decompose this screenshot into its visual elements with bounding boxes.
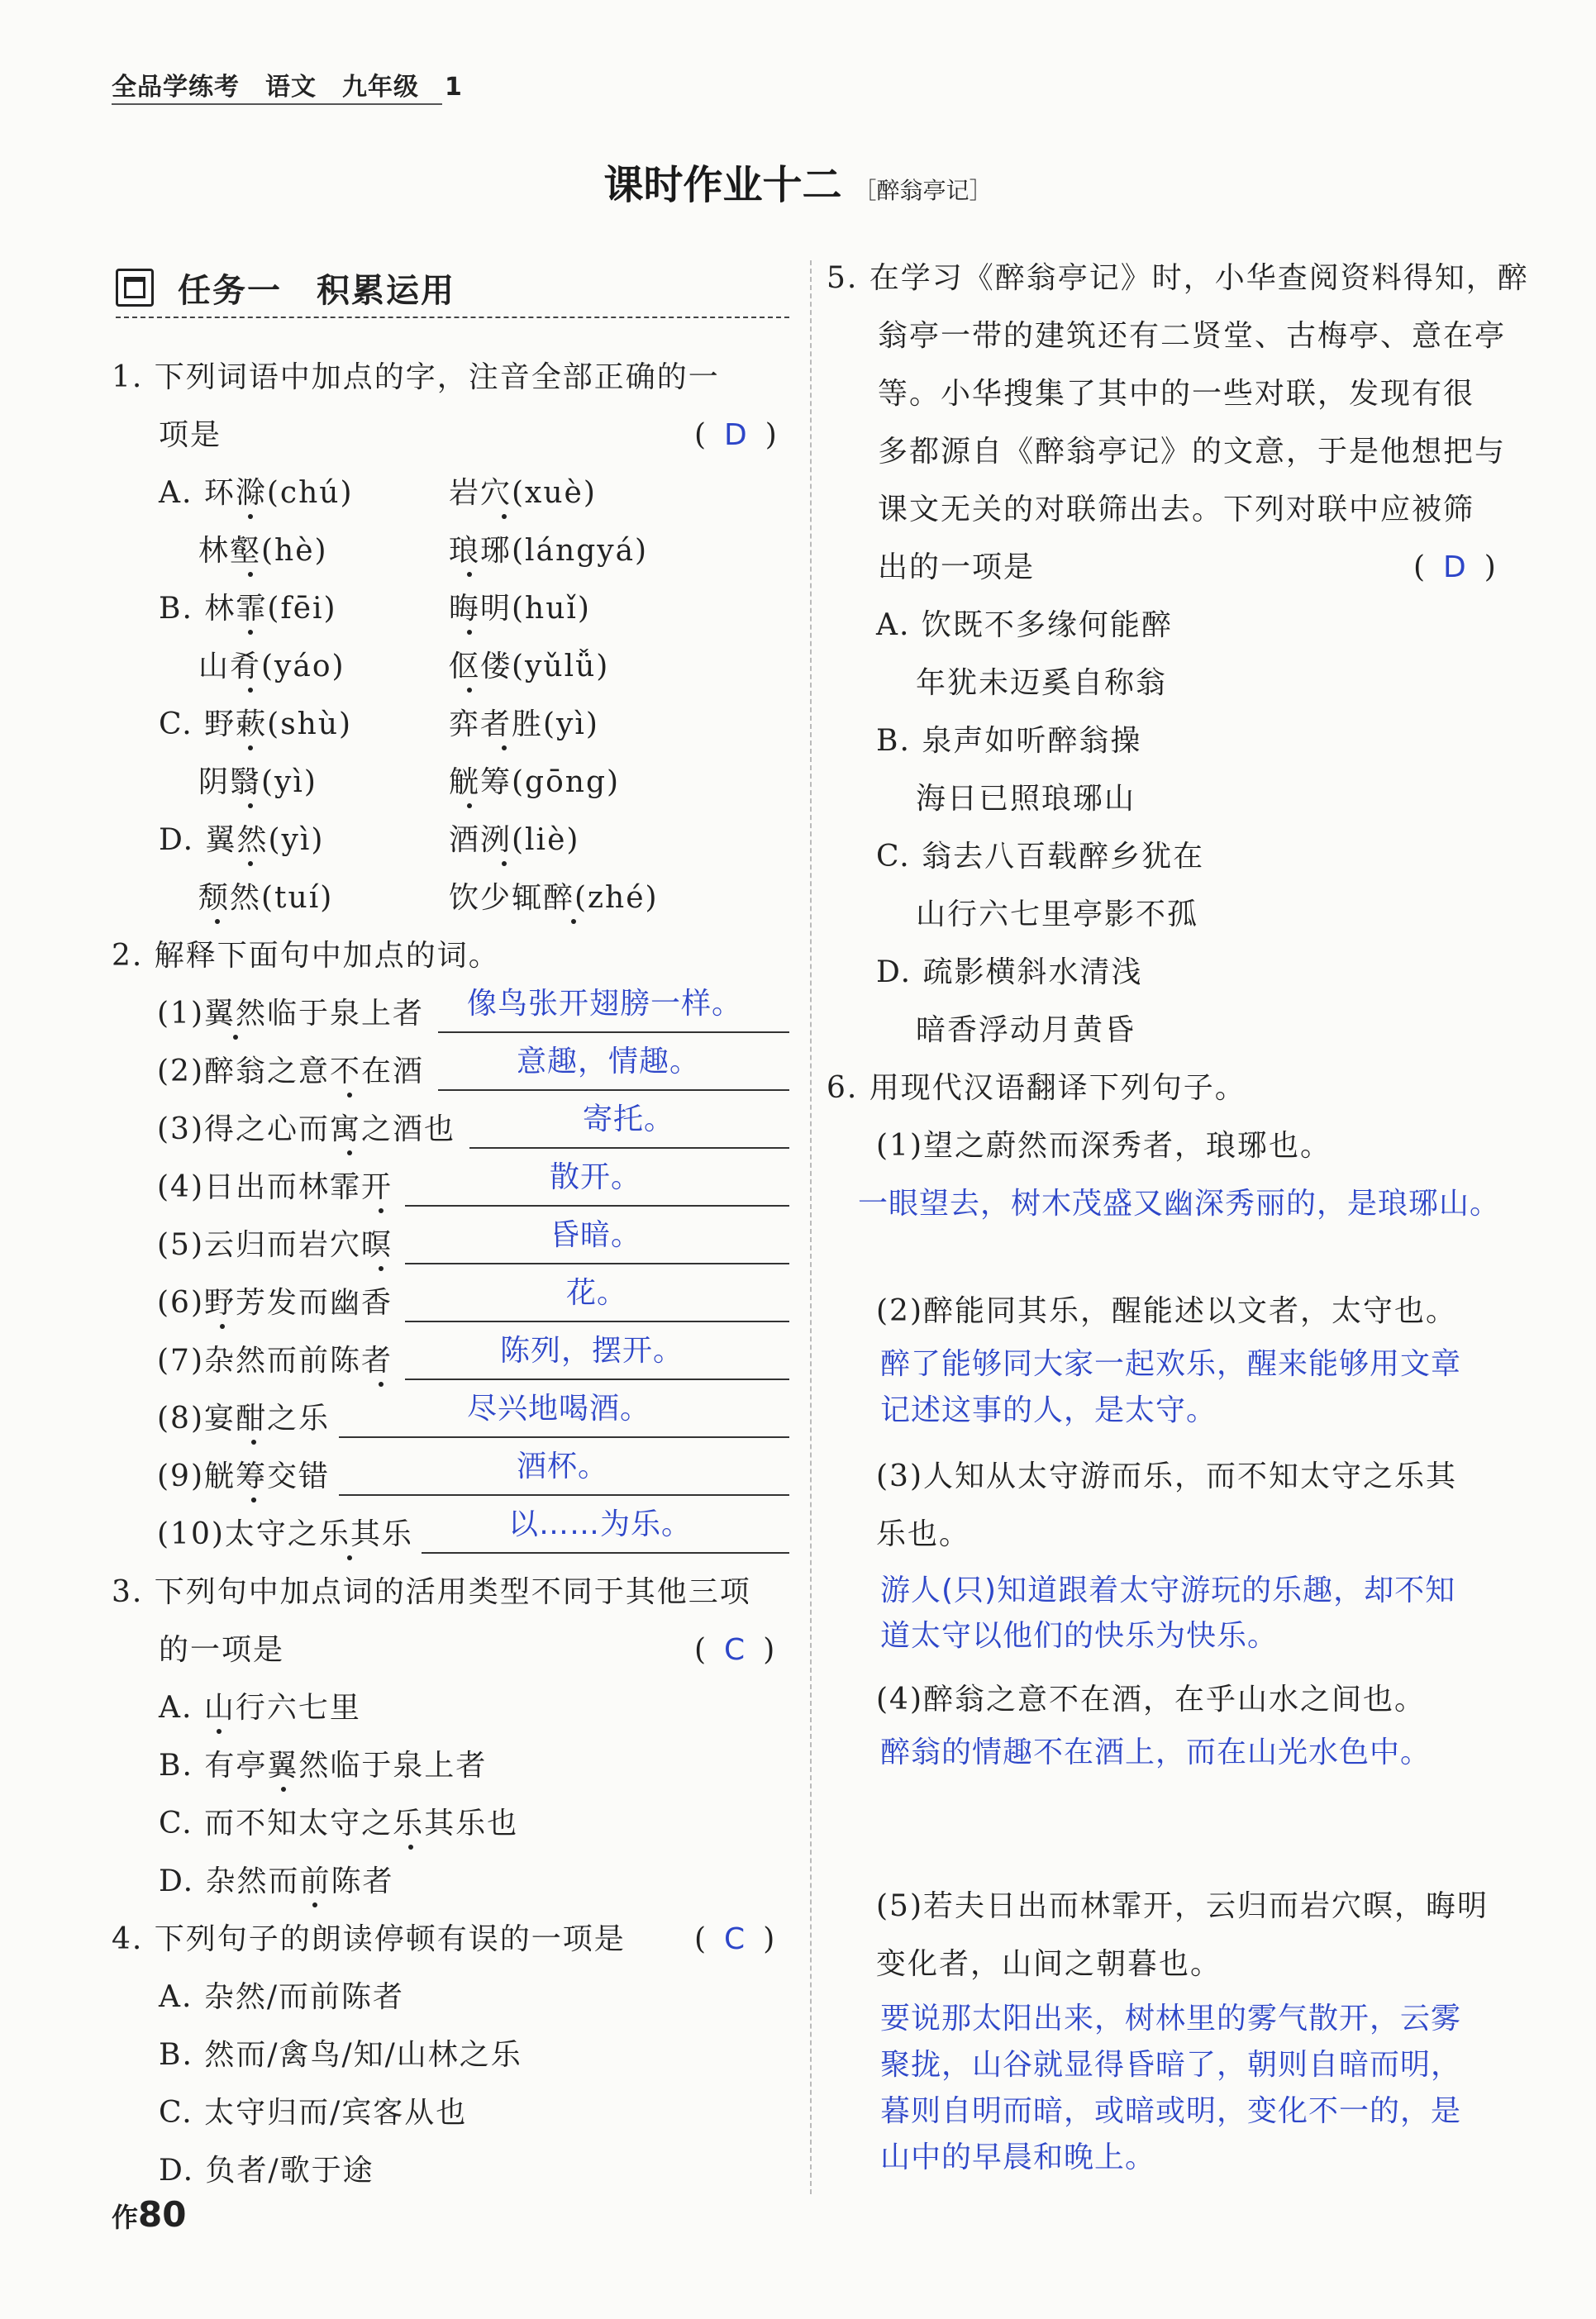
q5-stem: 出的一项是	[878, 550, 1036, 584]
q2-answer: 陈列，摆开。	[500, 1334, 684, 1368]
emphasis-dot	[251, 1498, 256, 1502]
q2-answer: 花。	[566, 1276, 628, 1310]
q4-option: B. 然而/禽鸟/知/山林之乐	[159, 2038, 522, 2072]
q1-option: 酒洌(liè)	[449, 823, 580, 857]
emphasis-dot	[248, 861, 253, 866]
emphasis-dot	[467, 803, 472, 808]
q1-option: 弈者胜(yì)	[449, 707, 599, 741]
q5-option: D. 疏影横斜水清浅	[876, 955, 1143, 989]
q6-question: (2)醉能同其乐，醒能述以文者，太守也。	[876, 1294, 1457, 1328]
q6-answer: 聚拢，山谷就显得昏暗了，朝则自暗而明，	[880, 2048, 1462, 2082]
answer-line	[405, 1321, 789, 1322]
q6-answer: 醉翁的情趣不在酒上，而在山光水色中。	[880, 1736, 1432, 1769]
q6-answer: 暮则自明而暗，或暗或明，变化不一的，是	[880, 2094, 1462, 2128]
emphasis-dot	[217, 1729, 222, 1734]
answer-line	[339, 1436, 789, 1438]
emphasis-dot	[347, 1555, 352, 1560]
q1-answer: ( D )	[694, 418, 777, 452]
q2-answer: 意趣，情趣。	[517, 1045, 701, 1079]
q2-stem: 2. 解释下面句中加点的词。	[112, 939, 500, 973]
emphasis-dot	[467, 688, 472, 693]
emphasis-dot	[502, 745, 507, 750]
emphasis-dot	[379, 1382, 384, 1387]
q2-answer: 以……为乐。	[508, 1507, 693, 1541]
q3-option: B. 有亭翼然临于泉上者	[159, 1749, 488, 1783]
q6-answer: 要说那太阳出来，树林里的雾气散开，云雾	[880, 2002, 1462, 2036]
q6-stem: 6. 用现代汉语翻译下列句子。	[827, 1071, 1246, 1105]
emphasis-dot	[215, 919, 220, 924]
q2-item: (5)云归而岩穴暝	[157, 1228, 393, 1262]
q6-question: (5)若夫日出而林霏开，云归而岩穴暝，晦明	[876, 1889, 1489, 1923]
q3-option: C. 而不知太守之乐其乐也	[159, 1807, 519, 1840]
q2-item: (1)翼然临于泉上者	[157, 997, 424, 1031]
emphasis-dot	[281, 1787, 286, 1792]
q4-option: D. 负者/歌于途	[159, 2154, 374, 2188]
q5-option: 山行六七里亭影不孤	[916, 898, 1199, 931]
q5-option: 年犹未迈奚自称翁	[916, 666, 1168, 700]
q6-question: (3)人知从太守游而乐，而不知太守之乐其	[876, 1459, 1457, 1493]
page-title	[0, 153, 1596, 210]
page-footer	[112, 2194, 186, 2235]
q2-item: (9)觥筹交错	[157, 1459, 330, 1493]
emphasis-dot	[248, 514, 253, 519]
emphasis-dot	[233, 1035, 238, 1040]
emphasis-dot	[248, 803, 253, 808]
answer-line	[405, 1263, 789, 1264]
q5-stem: 5. 在学习《醉翁亭记》时，小华查阅资料得知，醉	[827, 261, 1529, 295]
q1-option: 琅琊(lángyá)	[449, 534, 649, 568]
emphasis-dot	[248, 688, 253, 693]
q2-item: (6)野芳发而幽香	[157, 1286, 393, 1320]
q2-item: (2)醉翁之意不在酒	[157, 1055, 424, 1088]
q2-answer: 散开。	[550, 1160, 642, 1194]
emphasis-dot	[347, 1150, 352, 1155]
q1-option: 岩穴(xuè)	[449, 476, 597, 510]
q1-option: C. 野蔌(shù)	[159, 707, 353, 741]
q3-stem-line1: 3. 下列句中加点词的活用类型不同于其他三项	[112, 1575, 751, 1609]
q4-option: A. 杂然/而前陈者	[159, 1980, 405, 2014]
q6-question: (1)望之蔚然而深秀者，琅琊也。	[876, 1129, 1332, 1163]
q4-answer: ( C )	[694, 1922, 775, 1956]
q1-option: 饮少辄醉(zhé)	[449, 881, 659, 915]
answer-line	[422, 1552, 789, 1554]
q5-answer: ( D )	[1413, 550, 1496, 584]
emphasis-dot	[408, 1845, 413, 1850]
q6-answer: 一眼望去，树木茂盛又幽深秀丽的，是琅琊山。	[858, 1187, 1501, 1221]
q6-answer: 道太守以他们的快乐为快乐。	[880, 1619, 1279, 1653]
q6-answer: 醉了能够同大家一起欢乐，醒来能够用文章	[880, 1347, 1462, 1381]
q4-answer-value: C	[724, 1922, 746, 1956]
emphasis-dot	[251, 1440, 256, 1445]
q1-stem-line2: 项是	[159, 418, 222, 452]
q2-item: (7)杂然而前陈者	[157, 1344, 393, 1378]
emphasis-dot	[312, 1902, 317, 1907]
q6-question: (4)醉翁之意不在酒，在乎山水之间也。	[876, 1683, 1426, 1717]
q1-option: 林壑(hè)	[198, 534, 328, 568]
q2-item: (8)宴酣之乐	[157, 1402, 330, 1436]
q2-answer: 尽兴地喝酒。	[467, 1392, 651, 1426]
q1-option: 晦明(huǐ)	[449, 592, 591, 626]
q5-option: A. 饮既不多缘何能醉	[876, 608, 1173, 642]
q5-stem: 课文无关的对联筛出去。下列对联中应被筛	[878, 493, 1475, 526]
q1-stem-line1: 1. 下列词语中加点的字，注音全部正确的一	[112, 360, 720, 394]
q5-option: C. 翁去八百载醉乡犹在	[876, 840, 1205, 874]
q2-item: (4)日出而林霏开	[157, 1170, 393, 1204]
q3-option: D. 杂然而前陈者	[159, 1864, 394, 1898]
q5-stem: 翁亭一带的建筑还有二贤堂、古梅亭、意在亭	[878, 319, 1507, 353]
emphasis-dot	[220, 1324, 225, 1329]
emphasis-dot	[502, 861, 507, 866]
answer-line	[405, 1205, 789, 1207]
q1-option: A. 环滁(chú)	[159, 476, 354, 510]
answer-line	[438, 1031, 789, 1033]
page-prefix: 作	[112, 2202, 139, 2233]
answer-line	[469, 1147, 789, 1149]
q2-answer: 寄托。	[583, 1102, 675, 1136]
q1-option: 伛偻(yǔlǚ)	[449, 650, 610, 683]
q2-answer: 酒杯。	[517, 1450, 609, 1483]
q4-option: C. 太守归而/宾客从也	[159, 2096, 468, 2130]
header-rule	[112, 103, 442, 105]
q6-question: 变化者，山间之朝暮也。	[876, 1947, 1222, 1981]
q1-option: 山肴(yáo)	[198, 650, 345, 683]
q5-answer-value: D	[1443, 550, 1466, 584]
q6-answer: 记述这事的人，是太守。	[880, 1393, 1217, 1427]
emphasis-dot	[248, 745, 253, 750]
section-title: 任务一 积累运用	[178, 272, 455, 310]
emphasis-dot	[379, 1208, 384, 1213]
q1-option: 颓然(tuí)	[198, 881, 334, 915]
q3-option: A. 山行六七里	[159, 1691, 361, 1725]
q5-option: 暗香浮动月黄昏	[916, 1013, 1136, 1047]
title-main: 课时作业十二	[603, 162, 842, 208]
q5-option: B. 泉声如听醉翁操	[876, 724, 1142, 758]
q5-stem: 多都源自《醉翁亭记》的文意，于是他想把与	[878, 435, 1507, 469]
q3-answer-value: C	[724, 1633, 746, 1667]
section-rule	[116, 317, 789, 318]
q6-question: 乐也。	[876, 1517, 971, 1551]
q6-answer: 山中的早晨和晚上。	[880, 2140, 1156, 2174]
column-divider	[810, 260, 812, 2194]
section-icon	[116, 269, 154, 307]
book-header: 全品学练考 语文 九年级 1	[112, 73, 463, 102]
q2-item: (10)太守之乐其乐	[157, 1517, 413, 1551]
q2-answer: 像鸟张开翅膀一样。	[467, 987, 743, 1021]
title-sub: ［醉翁亭记］	[853, 177, 993, 204]
q1-option: 觥筹(gōng)	[449, 765, 621, 799]
emphasis-dot	[467, 630, 472, 635]
q2-item: (3)得之心而寓之酒也	[157, 1112, 455, 1146]
q6-answer: 游人(只)知道跟着太守游玩的乐趣，却不知	[880, 1574, 1456, 1607]
q1-option: B. 林霏(fēi)	[159, 592, 337, 626]
q3-answer: ( C )	[694, 1633, 775, 1667]
q3-stem-line2: 的一项是	[159, 1633, 285, 1667]
q5-option: 海日已照琅琊山	[916, 782, 1136, 816]
answer-line	[405, 1379, 789, 1380]
q1-answer-value: D	[724, 418, 747, 452]
answer-line	[438, 1089, 789, 1091]
emphasis-dot	[571, 919, 576, 924]
emphasis-dot	[379, 1266, 384, 1271]
emphasis-dot	[502, 514, 507, 519]
q2-answer: 昏暗。	[550, 1218, 642, 1252]
emphasis-dot	[248, 572, 253, 577]
q5-stem: 等。小华搜集了其中的一些对联，发现有很	[878, 377, 1475, 411]
q1-option: 阴翳(yì)	[198, 765, 317, 799]
emphasis-dot	[467, 572, 472, 577]
answer-line	[339, 1494, 789, 1496]
emphasis-dot	[248, 630, 253, 635]
q1-option: D. 翼然(yì)	[159, 823, 325, 857]
emphasis-dot	[347, 1093, 352, 1098]
q4-stem: 4. 下列句子的朗读停顿有误的一项是	[112, 1922, 626, 1956]
page-number: 80	[138, 2194, 187, 2235]
